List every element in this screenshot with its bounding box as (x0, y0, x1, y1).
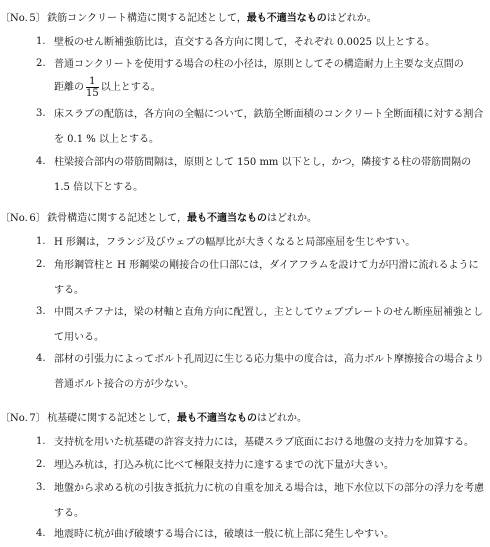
question-emphasis: 最も不適当なもの (177, 413, 257, 424)
question-header (0, 12, 377, 26)
option-text: 地盤から求める杭の引抜き抵抗力に杭の自重を加える場合は，地下水位以下の部分の浮力を考慮する。 (54, 483, 484, 519)
option-text: 壁板のせん断補強筋比は，直交する各方向に関して，それぞれ 0.0025 以上とする。 (54, 37, 436, 48)
option-text: 角形鋼管柱と H 形鋼梁の剛接合の仕口部には，ダイアフラムを設けて力が円滑に流れるようにする。 (54, 260, 479, 296)
question-emphasis: 最も不適当なもの (187, 213, 267, 224)
option-number: 3. (36, 482, 46, 493)
option-text: H 形鋼は，フランジ及びウェブの幅厚比が大きくなると局部座屈を生じやすい。 (54, 237, 416, 248)
question-tail: はどれか。 (257, 413, 307, 424)
option-number: 2. (36, 259, 46, 270)
option-number: 1. (36, 436, 46, 447)
option-number: 4. (36, 353, 46, 364)
question-number: 〔No. 5〕 (0, 13, 46, 24)
option-number: 1. (36, 236, 46, 247)
question-number: 〔No. 6〕 (0, 213, 46, 224)
option-text: 床スラブの配筋は，各方向の全幅について，鉄筋全断面積のコンクリート全断面積に対する割合を 0.1 % 以上とする。 (54, 109, 484, 145)
option-text: 普通コンクリートを使用する場合の柱の小径は，原則としてその構造耐力上主要な支点間の 距離の $\frac{1}{15}$ 以上とする。 (54, 59, 464, 99)
question-emphasis: 最も不適当なもの (246, 13, 327, 24)
option-text: 柱梁接合部内の帯筋間隔は，原則として 150 mm 以下とし，かつ，隣接する柱の帯筋間隔の 1.5 倍以下とする。 (54, 157, 472, 193)
option-number: 2. (36, 459, 46, 470)
option-text: 部材の引張力によってボルト孔周辺に生じる応力集中の度合は，高力ボルト摩擦接合の場合より普通ボルト接合の方が少ない。 (54, 354, 484, 390)
question-tail: はどれか。 (267, 213, 317, 224)
option-text: 埋込み杭は，打込み杭に比べて極限支持力に達するまでの沈下量が大きい。 (54, 460, 394, 471)
option-text: 中間スチフナは，梁の材軸と直角方向に配置し，主としてウェブプレートのせん断座屈補強として用いる。 (54, 307, 483, 343)
option-number: 2. (36, 58, 46, 69)
question-tail: はどれか。 (326, 13, 377, 24)
question-header (0, 412, 307, 426)
question-stem: 鉄骨構造に関する記述として， (47, 213, 187, 224)
option-text: 地震時に杭が曲げ破壊する場合には，破壊は一般に杭上部に発生しやすい。 (54, 529, 394, 540)
option-text: 支持杭を用いた杭基礎の許容支持力には，基礎スラブ底面における地盤の支持力を加算する。 (54, 437, 474, 448)
question-header (0, 212, 317, 226)
option-number: 1. (36, 36, 46, 47)
question-stem: 鉄筋コンクリート構造に関する記述として， (47, 13, 247, 24)
fraction: $\frac{1}{15}$ (86, 76, 99, 99)
option-number: 3. (36, 306, 46, 317)
option-number: 3. (36, 108, 46, 119)
option-number: 4. (36, 156, 46, 167)
question-number: 〔No. 7〕 (0, 413, 46, 424)
question-stem: 杭基礎に関する記述として， (47, 413, 177, 424)
option-number: 4. (36, 528, 46, 539)
